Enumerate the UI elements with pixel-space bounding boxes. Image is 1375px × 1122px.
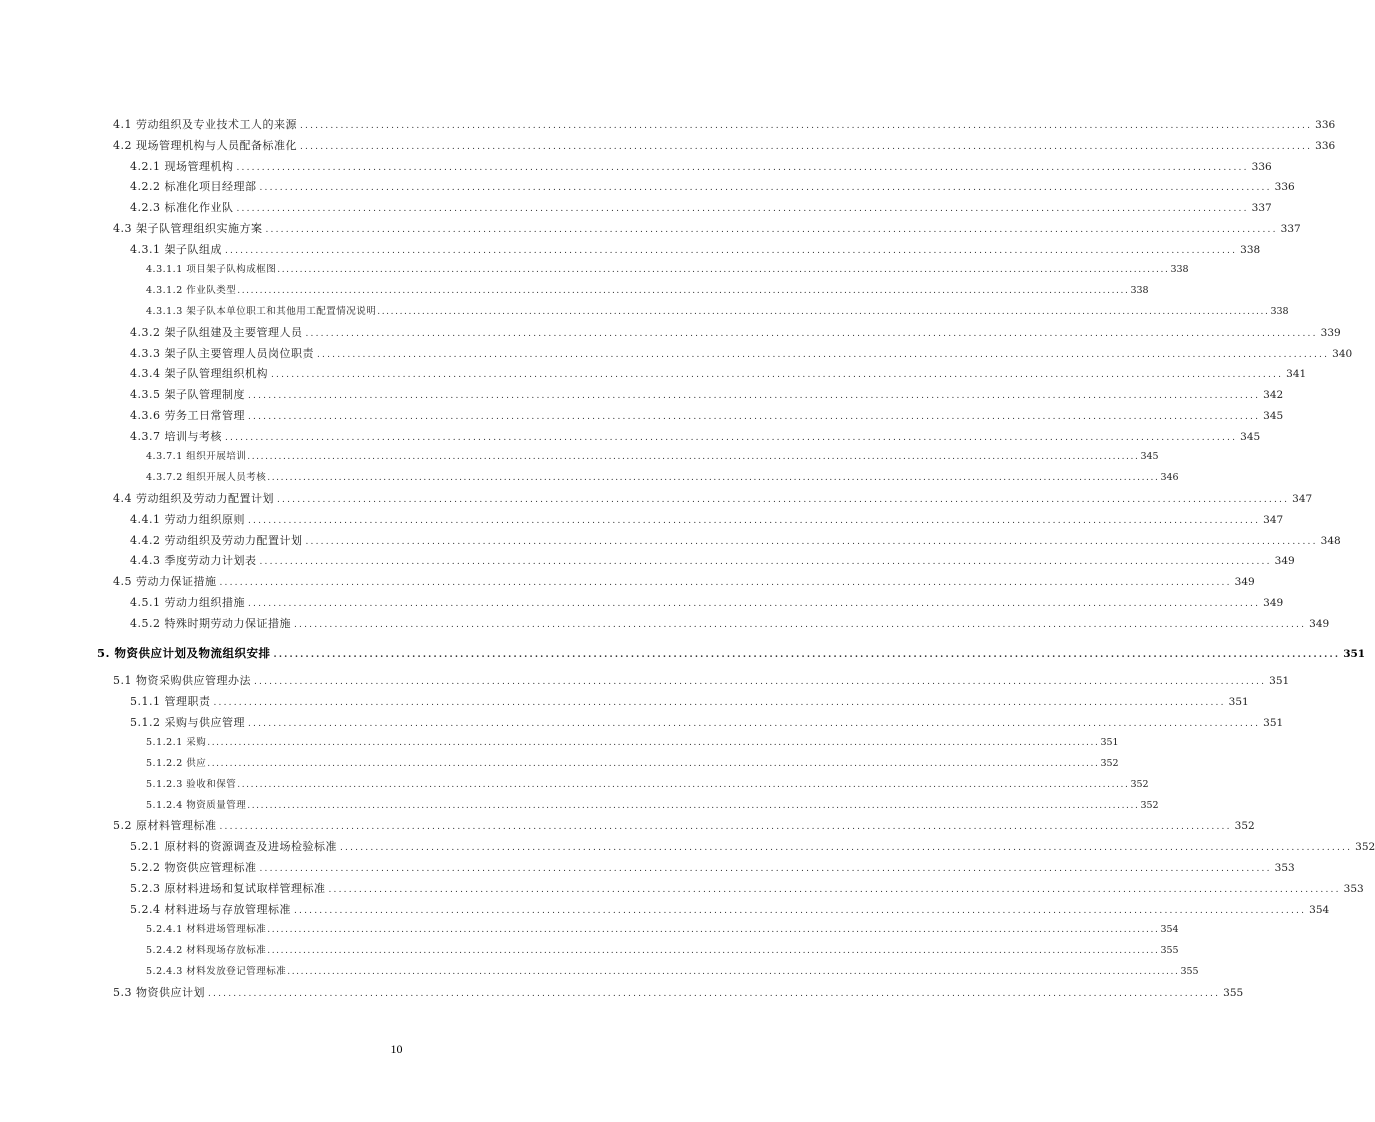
dot-leader: ........................................................................................................................................................................................................ (259, 864, 1272, 875)
toc-entry-title: 4.4.2 劳动组织及劳动力配置计划 (130, 533, 303, 547)
toc-entry-title: 4.2.3 标准化作业队 (130, 201, 234, 215)
dot-leader: ........................................................................................................................................................................................................ (219, 578, 1232, 589)
toc-entry-page: 352 (1355, 841, 1375, 854)
toc-entry-title: 4.3.6 劳务工日常管理 (130, 408, 245, 422)
toc-entry[interactable] (130, 429, 1261, 445)
toc-entry-page: 351 (1100, 737, 1119, 749)
toc-entry[interactable] (130, 881, 1364, 897)
toc-entry[interactable] (146, 262, 1189, 278)
toc-entry[interactable] (130, 694, 1249, 710)
toc-entry[interactable] (113, 491, 1313, 507)
toc-entry[interactable] (146, 283, 1149, 299)
toc-entry-title: 4.4 劳动组织及劳动力配置计划 (113, 492, 274, 506)
toc-entry-title: 5.2.4.1 材料进场管理标准 (146, 924, 267, 936)
toc-entry-title: 5.1.2.2 供应 (146, 758, 207, 770)
toc-entry-title: 5. 物资供应计划及物流组织安排 (97, 646, 271, 660)
toc-entry-page: 345 (1240, 430, 1261, 443)
toc-chapter-entry[interactable] (97, 645, 1366, 661)
toc-entry[interactable] (113, 117, 1336, 133)
toc-entry[interactable] (146, 798, 1159, 814)
dot-leader: ........................................................................................................................................................................................................ (265, 224, 1278, 235)
dot-leader: ........................................................................................................................................................................................................ (377, 307, 1270, 318)
toc-entry-title: 4.3.3 架子队主要管理人员岗位职责 (130, 346, 314, 360)
toc-entry[interactable] (113, 574, 1255, 590)
dot-leader: ........................................................................................................................................................................................................ (207, 738, 1100, 749)
toc-entry-page: 337 (1251, 202, 1272, 215)
toc-entry-page: 336 (1274, 181, 1295, 194)
dot-leader: ........................................................................................................................................................................................................ (248, 391, 1261, 402)
dot-leader: ........................................................................................................................................................................................................ (271, 370, 1284, 381)
toc-entry[interactable] (130, 387, 1284, 403)
dot-leader: ........................................................................................................................................................................................................ (237, 286, 1130, 297)
toc-entry-page: 339 (1320, 326, 1341, 339)
toc-entry[interactable] (130, 179, 1295, 195)
toc-entry-page: 351 (1269, 675, 1290, 687)
toc-entry[interactable] (113, 673, 1290, 689)
toc-entry-title: 5.1.2.4 物资质量管理 (146, 799, 247, 811)
dot-leader: ........................................................................................................................................................................................................ (237, 779, 1130, 790)
toc-entry[interactable] (130, 533, 1341, 549)
toc-entry-title: 4.5 劳动力保证措施 (113, 575, 217, 589)
toc-entry-title: 5.2.4 材料进场与存放管理标准 (130, 902, 291, 916)
toc-entry-title: 5.2.4.2 材料现场存放标准 (146, 945, 267, 957)
toc-entry-page: 341 (1286, 368, 1307, 381)
dot-leader: ........................................................................................................................................................................................................ (328, 884, 1341, 895)
toc-entry-title: 5.1 物资采购供应管理办法 (113, 674, 251, 687)
dot-leader: ........................................................................................................................................................................................................ (267, 473, 1160, 484)
toc-entry[interactable] (113, 138, 1336, 154)
dot-leader: ........................................................................................................................................................................................................ (219, 822, 1232, 833)
toc-entry-page: 349 (1274, 555, 1295, 568)
toc-entry[interactable] (146, 922, 1179, 938)
dot-leader: ........................................................................................................................................................................................................ (225, 432, 1238, 443)
toc-entry-title: 4.5.1 劳动力组织措施 (130, 595, 245, 609)
dot-leader: ........................................................................................................................................................................................................ (207, 759, 1100, 770)
toc-entry-title: 4.3.2 架子队组建及主要管理人员 (130, 325, 303, 339)
toc-entry-title: 4.1 劳动组织及专业技术工人的来源 (113, 118, 297, 131)
dot-leader: ........................................................................................................................................................................................................ (248, 411, 1261, 422)
page-number: 10 (390, 1042, 403, 1056)
dot-leader: ........................................................................................................................................................................................................ (247, 452, 1140, 463)
toc-entry-page: 355 (1223, 986, 1244, 999)
dot-leader: ........................................................................................................................................................................................................ (248, 598, 1261, 609)
dot-leader: ........................................................................................................................................................................................................ (208, 988, 1221, 999)
toc-entry[interactable] (146, 964, 1199, 980)
dot-leader: ........................................................................................................................................................................................................ (236, 204, 1249, 215)
dot-leader: ........................................................................................................................................................................................................ (225, 245, 1238, 256)
toc-entry-page: 338 (1170, 264, 1189, 276)
toc-entry[interactable] (130, 839, 1375, 855)
toc-entry-title: 5.1.2.1 采购 (146, 737, 207, 749)
toc-entry-title: 4.3.1 架子队组成 (130, 242, 222, 256)
toc-entry-page: 355 (1180, 965, 1199, 977)
toc-entry-title: 4.4.1 劳动力组织原则 (130, 512, 245, 526)
toc-entry-title: 5.2.1 原材料的资源调查及进场检验标准 (130, 840, 337, 854)
toc-entry-title: 5.2.3 原材料进场和复试取样管理标准 (130, 881, 326, 895)
toc-entry-page: 349 (1263, 596, 1284, 609)
toc-entry-page: 352 (1100, 758, 1119, 770)
toc-entry-page: 351 (1228, 695, 1249, 708)
toc-entry-page: 353 (1274, 862, 1295, 875)
toc-entry-page: 352 (1140, 799, 1159, 811)
toc-entry-page: 336 (1315, 119, 1336, 131)
toc-entry-page: 338 (1240, 243, 1261, 256)
toc-entry[interactable] (130, 200, 1272, 216)
toc-entry[interactable] (113, 985, 1244, 1001)
dot-leader: ........................................................................................................................................................................................................ (287, 966, 1180, 977)
toc-entry-page: 347 (1292, 493, 1313, 506)
toc-entry[interactable] (130, 715, 1284, 731)
toc-entry-page: 353 (1343, 882, 1364, 895)
toc-entry-title: 4.5.2 特殊时期劳动力保证措施 (130, 616, 291, 630)
toc-entry-title: 4.2.1 现场管理机构 (130, 159, 234, 173)
toc-entry-page: 346 (1160, 472, 1179, 484)
toc-entry[interactable] (130, 366, 1307, 382)
toc-entry-title: 5.1.2 采购与供应管理 (130, 715, 245, 729)
toc-entry-page: 351 (1263, 716, 1284, 729)
dot-leader: ........................................................................................................................................................................................................ (248, 718, 1261, 729)
dot-leader: ........................................................................................................................................................................................................ (300, 141, 1313, 152)
toc-entry-title: 4.3.1.2 作业队类型 (146, 285, 237, 297)
dot-leader: ........................................................................................................................................................................................................ (267, 925, 1160, 936)
toc-entry-title: 5.2.2 物资供应管理标准 (130, 861, 257, 875)
dot-leader: ........................................................................................................................................................................................................ (277, 495, 1290, 506)
toc-entry[interactable] (130, 860, 1295, 876)
toc-entry[interactable] (130, 902, 1330, 918)
toc-entry[interactable] (113, 818, 1255, 834)
toc-entry-title: 4.2.2 标准化项目经理部 (130, 180, 257, 194)
toc-entry[interactable] (146, 304, 1289, 320)
toc-entry-page: 338 (1270, 306, 1289, 318)
toc-entry[interactable] (130, 408, 1284, 424)
dot-leader: ........................................................................................................................................................................................................ (247, 800, 1140, 811)
toc-entry[interactable] (130, 553, 1295, 569)
toc-entry-page: 345 (1263, 409, 1284, 422)
dot-leader: ........................................................................................................................................................................................................ (236, 162, 1249, 173)
toc-entry[interactable] (113, 221, 1301, 237)
dot-leader: ........................................................................................................................................................................................................ (277, 265, 1170, 276)
toc-entry-title: 4.3.4 架子队管理组织机构 (130, 367, 268, 381)
dot-leader: ........................................................................................................................................................................................................ (316, 349, 1330, 360)
toc-entry-page: 338 (1130, 285, 1149, 297)
toc-entry-page: 352 (1130, 778, 1149, 790)
toc-entry[interactable] (146, 777, 1149, 793)
toc-entry[interactable] (130, 242, 1261, 258)
toc-entry-title: 5.1.1 管理职责 (130, 694, 211, 708)
toc-entry-page: 347 (1263, 513, 1284, 526)
toc-entry-page: 351 (1343, 648, 1366, 660)
toc-entry-page: 354 (1160, 924, 1179, 936)
toc-entry[interactable] (130, 512, 1284, 528)
toc-entry[interactable] (146, 449, 1159, 465)
dot-leader: ........................................................................................................................................................................................................ (248, 515, 1261, 526)
toc-entry[interactable] (146, 756, 1119, 772)
dot-leader: ........................................................................................................................................................................................................ (294, 619, 1307, 630)
dot-leader: ........................................................................................................................................................................................................ (305, 328, 1318, 339)
toc-entry[interactable] (130, 325, 1341, 341)
toc-entry-page: 349 (1234, 576, 1255, 589)
toc-entry-page: 345 (1140, 451, 1159, 463)
toc-entry[interactable] (146, 470, 1179, 486)
dot-leader: ........................................................................................................................................................................................................ (300, 121, 1313, 131)
dot-leader: ........................................................................................................................................................................................................ (254, 677, 1267, 687)
toc-entry-title: 5.2.4.3 材料发放登记管理标准 (146, 965, 287, 977)
toc-entry-page: 348 (1320, 534, 1341, 547)
toc-entry-page: 336 (1251, 160, 1272, 173)
toc-entry-page: 355 (1160, 945, 1179, 957)
toc-entry-title: 4.4.3 季度劳动力计划表 (130, 554, 257, 568)
dot-leader: ........................................................................................................................................................................................................ (305, 536, 1318, 547)
toc-entry[interactable] (130, 346, 1353, 362)
toc-entry-title: 4.3.7 培训与考核 (130, 429, 222, 443)
toc-entry-page: 352 (1234, 820, 1255, 833)
toc-entry-title: 4.3.1.1 项目架子队构成框图 (146, 264, 277, 276)
toc-entry[interactable] (130, 159, 1272, 175)
toc-entry-title: 4.3.5 架子队管理制度 (130, 388, 245, 402)
dot-leader: ........................................................................................................................................................................................................ (339, 843, 1353, 854)
toc-entry-title: 4.2 现场管理机构与人员配备标准化 (113, 138, 297, 152)
toc-entry-title: 4.3.7.1 组织开展培训 (146, 451, 247, 463)
toc-entry-title: 5.1.2.3 验收和保管 (146, 778, 237, 790)
toc-entry[interactable] (146, 735, 1119, 751)
toc-entry[interactable] (130, 595, 1284, 611)
toc-entry-title: 5.3 物资供应计划 (113, 985, 205, 999)
toc-entry-title: 4.3 架子队管理组织实施方案 (113, 221, 263, 235)
toc-entry-page: 337 (1280, 222, 1301, 235)
dot-leader: ........................................................................................................................................................................................................ (259, 557, 1272, 568)
toc-entry-page: 354 (1309, 903, 1330, 916)
toc-entry[interactable] (130, 616, 1330, 632)
toc-entry-page: 349 (1309, 617, 1330, 630)
dot-leader: ........................................................................................................................................................................................................ (213, 697, 1226, 708)
toc-entry-title: 5.2 原材料管理标准 (113, 819, 217, 833)
toc-entry-page: 336 (1315, 139, 1336, 152)
dot-leader: ........................................................................................................................................................................................................ (259, 183, 1272, 194)
toc-entry-page: 340 (1332, 347, 1353, 360)
dot-leader: ........................................................................................................................................................................................................ (294, 905, 1307, 916)
toc-entry-title: 4.3.7.2 组织开展人员考核 (146, 472, 267, 484)
dot-leader: ........................................................................................................................................................................................................ (273, 650, 1341, 660)
toc-entry[interactable] (146, 943, 1179, 959)
dot-leader: ........................................................................................................................................................................................................ (267, 946, 1160, 957)
toc-entry-title: 4.3.1.3 架子队本单位职工和其他用工配置情况说明 (146, 306, 377, 318)
toc-entry-page: 342 (1263, 389, 1284, 402)
